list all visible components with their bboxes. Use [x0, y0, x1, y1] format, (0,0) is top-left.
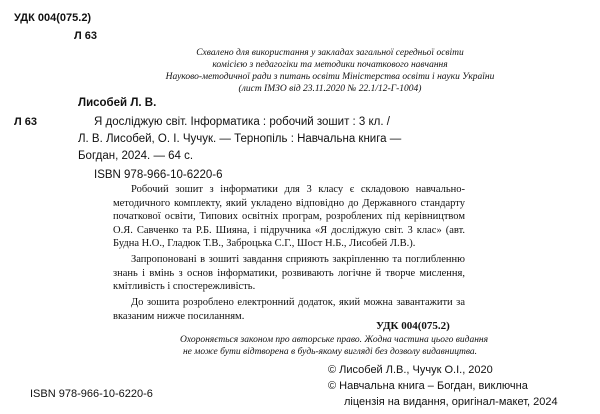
- copyright-line: © Навчальна книга – Богдан, виключна: [328, 380, 528, 392]
- approval-line: комісією з педагогіки та методики початкового навчання: [212, 60, 448, 70]
- approval-line: Науково-методичної ради з питань освіти Міністерства освіти і науки України: [165, 72, 495, 82]
- catalog-entry-line: Я досліджую світ. Інформатика : робочий зошит : 3 кл. /: [94, 116, 390, 128]
- udk-code: УДК 004(075.2): [14, 12, 92, 24]
- footer-isbn: ISBN 978-966-10-6220-6: [30, 388, 153, 400]
- catalog-isbn: ISBN 978-966-10-6220-6: [94, 169, 223, 181]
- abstract-paragraph: До зошита розроблено електронний додаток, який можна завантажити за вказаним нижче посиланням.: [113, 297, 465, 322]
- bbk-code: Л 63: [74, 30, 98, 42]
- approval-line: Схвалено для використання у закладах загальної середньої освіти: [196, 48, 464, 58]
- copyright-notice-line: не може бути відтворена в будь-якому вигляді без дозволу видавництва.: [182, 347, 478, 357]
- copyright-line: © Лисобей Л.В., Чучук О.І., 2020: [328, 364, 493, 376]
- abstract-paragraph: Робочий зошит з інформатики для 3 класу є складовою навчально-методичного комплекту, який укладено відповідно до Державного стандарту початкової освіти, Типових освітніх програм, розроблених під керівництвом О.Я. Савченко та Р.Б. Шияна, і підручника «Я досліджую світ. 3 клас» (авт. Будна Н.О., Гладюк Т.В., Заброцька С.Г., Шост Н.Б., Лисобей Л.В.).: [113, 184, 465, 250]
- catalog-code: Л 63: [14, 116, 38, 128]
- abstract-paragraph: Запропоновані в зошиті завдання сприяють закріпленню та поглибленню знань і вмінь з основ інформатики, розвивають логічне й творче мислення, кмітливість і спостережливість.: [113, 254, 465, 293]
- copyright-notice-line: Охороняється законом про авторське право. Жодна частина цього видання: [180, 335, 489, 345]
- udk-code-bottom: УДК 004(075.2): [376, 320, 450, 332]
- catalog-entry-line: Богдан, 2024. — 64 с.: [78, 150, 194, 162]
- author-heading: Лисобей Л. В.: [78, 97, 157, 109]
- copyright-line: ліцензія на видання, оригінал-макет, 2024: [344, 396, 558, 408]
- approval-line: (лист ІМЗО від 23.11.2020 № 22.1/12-Г-1004): [238, 84, 422, 94]
- catalog-entry-line: Л. В. Лисобей, О. І. Чучук. — Тернопіль : Навчальна книга —: [78, 133, 402, 145]
